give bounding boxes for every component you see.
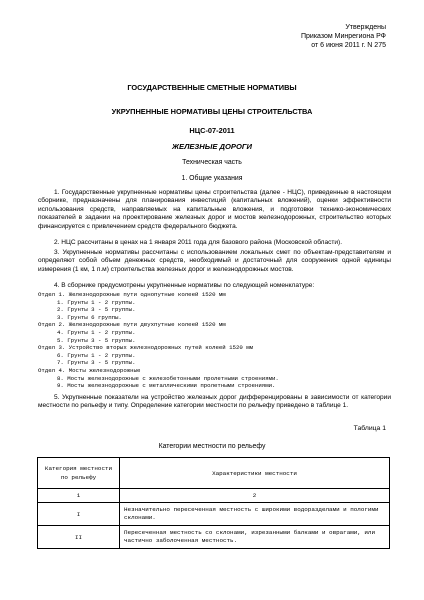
table-caption: Категории местности по рельефу bbox=[158, 443, 266, 450]
heading-main: ГОСУДАРСТВЕННЫЕ СМЕТНЫЕ НОРМАТИВЫ bbox=[127, 83, 297, 92]
table-row bbox=[38, 503, 390, 526]
nomenclature-item: 4. Грунты 1 - 2 группы. bbox=[57, 328, 136, 336]
table-number-row bbox=[38, 489, 390, 503]
approval-line: Утверждены bbox=[345, 24, 386, 31]
table-label: Таблица 1 bbox=[353, 425, 386, 432]
paragraph-4: 4. В сборнике предусмотрены укрупненные нормативы по следующей номенклатуре: bbox=[54, 282, 315, 289]
paragraph-5: 5. Укрупненные показатели на устройство железных дорог дифференцированы в зависимости от категории местности по рельефу и типу. Определение категории местности по рельефу приведено в таблице 1. bbox=[38, 394, 391, 410]
nomenclature-section: Отдел 1. Железнодорожные пути однопутные колеей 1520 мм bbox=[38, 291, 226, 298]
nomenclature-section: Отдел 3. Устройство вторых железнодорожных путей колеей 1520 мм bbox=[38, 344, 254, 352]
nomenclature-item: 9. Мосты железнодорожные с металлическими пролетными строениями. bbox=[57, 382, 276, 390]
section-title: 1. Общие указания bbox=[181, 175, 243, 182]
category-cell: II bbox=[38, 526, 120, 549]
part-title: Техническая часть bbox=[182, 159, 242, 166]
nomenclature-section: Отдел 4. Мосты железнодорожные bbox=[38, 366, 141, 374]
paragraph-1: 1. Государственные укрупненные нормативы цены строительства (далее - НЦС), приведенные в настоящем сборнике, предназначены для планирования инвестиций (капитальных вложений), оценки эффективности использования средств, направляемых на капитальные вложения, и подготовки технико-экономических показателей в задании на проектирование железных дорог и мостов железнодорожных, строительство которых финансируется с привлечением средств федерального бюджета. bbox=[38, 189, 391, 230]
header-category: Категория местности по рельефу bbox=[38, 458, 120, 489]
paragraph-2: 2. НЦС рассчитаны в ценах на 1 января 2011 года для базового района (Московской области). bbox=[54, 239, 343, 246]
nomenclature-item: 7. Грунты 3 - 5 группы. bbox=[57, 359, 136, 367]
description-cell: Пересеченная местность со склонами, изрезанными балками и оврагами, или частично заболоченная местность. bbox=[120, 526, 390, 549]
nomenclature-item: 2. Грунты 3 - 5 группы. bbox=[57, 306, 136, 314]
column-number: 2 bbox=[120, 489, 390, 503]
terrain-category-table bbox=[37, 457, 390, 549]
nomenclature-item: 6. Грунты 1 - 2 группы. bbox=[57, 351, 136, 359]
nomenclature-section: Отдел 2. Железнодорожные пути двухпутные колеей 1520 мм bbox=[38, 321, 226, 329]
approval-line: Приказом Минрегиона РФ bbox=[300, 33, 386, 40]
category-cell: I bbox=[38, 503, 120, 526]
table-row bbox=[38, 526, 390, 549]
paragraph-3: 3. Укрупненные нормативы рассчитаны с использованием локальных смет по объектам-представителям и определяют собой объем денежных средств, необходимый и достаточный для сооружения одной единицы измерения (1 км, 1 п.м) строительства железных дорог и железнодорожных мостов. bbox=[38, 249, 391, 273]
nomenclature-item: 3. Грунты 6 группы. bbox=[57, 313, 122, 321]
document-title: ЖЕЛЕЗНЫЕ ДОРОГИ bbox=[172, 142, 252, 151]
header-characteristics: Характеристики местности bbox=[120, 458, 390, 489]
nomenclature-item: 5. Грунты 3 - 5 группы. bbox=[57, 336, 136, 344]
approval-block bbox=[301, 23, 386, 50]
heading-sub: УКРУПНЕННЫЕ НОРМАТИВЫ ЦЕНЫ СТРОИТЕЛЬСТВА bbox=[111, 107, 313, 116]
table-header-row bbox=[38, 458, 390, 489]
nomenclature-list bbox=[38, 291, 279, 390]
column-number: 1 bbox=[38, 489, 120, 503]
document-code: НЦС-07-2011 bbox=[189, 126, 235, 135]
description-cell: Незначительно пересеченная местность с широкими водоразделами и пологими склонами. bbox=[120, 503, 390, 526]
nomenclature-item: 8. Мосты железнодорожные с железобетонными пролетными строениями. bbox=[57, 374, 279, 382]
approval-line: от 6 июня 2011 г. N 275 bbox=[311, 42, 386, 49]
nomenclature-item: 1. Грунты 1 - 2 группы. bbox=[57, 298, 136, 306]
